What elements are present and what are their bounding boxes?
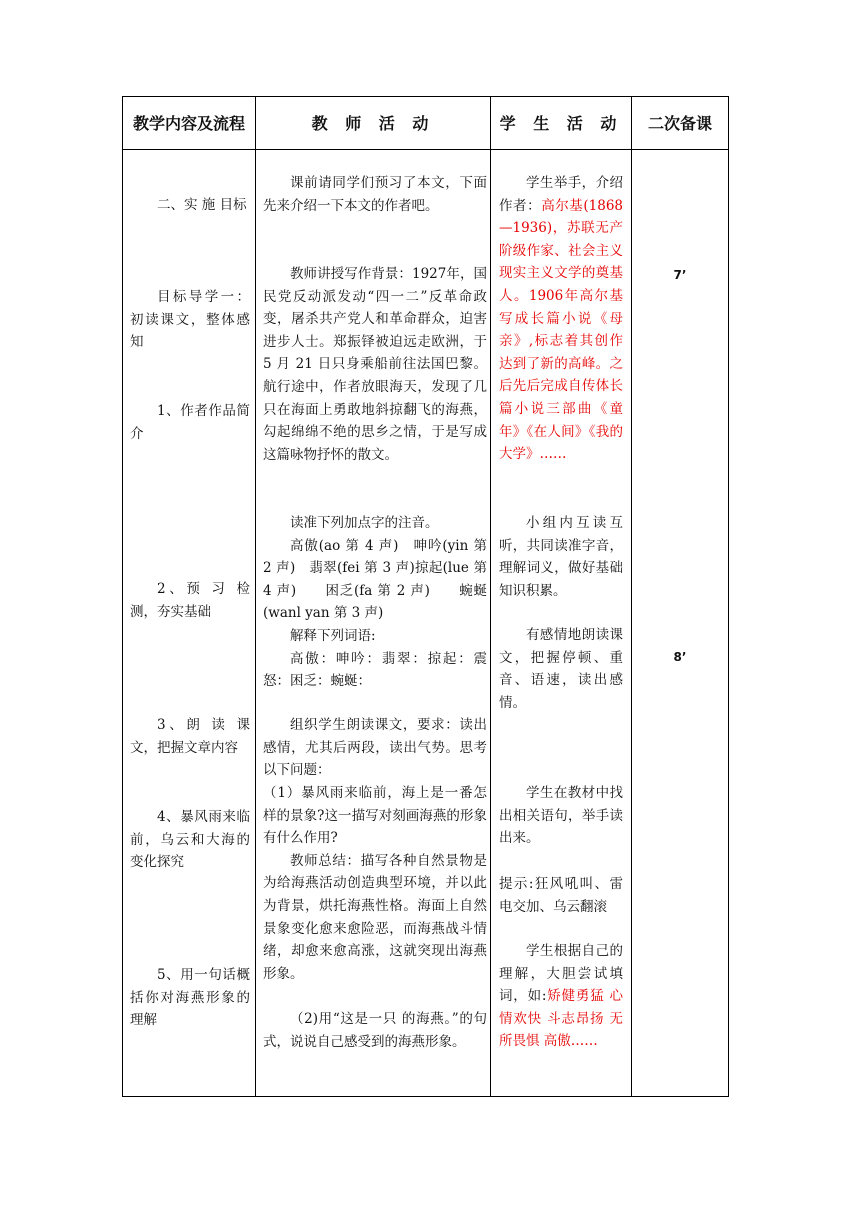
student-fill-words: 学生根据自己的理解，大胆尝试填词，如:矫健勇猛 心情欢快 斗志昂扬 无所畏惧 高傲……	[499, 943, 623, 1050]
flow-step-6: 4、暴风雨来临前，乌云和大海的变化探究	[130, 809, 250, 871]
flow-column	[123, 150, 256, 1097]
flow-step-2: 目标导学一：初读课文，整体感知	[130, 289, 250, 351]
flow-step-1: 二、实 施 目标	[157, 197, 247, 213]
flow-step-3: 1、作者作品简介	[130, 403, 250, 442]
teacher-reading-task: 组织学生朗读课文，要求：读出感情，尤其后两段，读出气势。思考以下问题：	[263, 717, 487, 779]
table-header-row	[123, 97, 729, 150]
student-column	[491, 150, 632, 1097]
table-body-row	[123, 150, 729, 1097]
header-flow: 教学内容及流程	[123, 97, 256, 150]
teacher-question-2: （2)用“这是一只 的海燕。”的句式，说说自己感受到的海燕形象。	[263, 1011, 487, 1050]
student-find-sentences: 学生在教材中找出相关语句，举手读出来。	[499, 785, 623, 847]
header-student: 学 生 活 动	[491, 97, 632, 150]
flow-step-4: 2、预 习 检测，夯实基础	[130, 581, 250, 620]
student-author-intro: 学生举手，介绍作者：高尔基(1868—1936)，苏联无产阶级作家、社会主义现实主义文学的奠基人。1906年高尔基写成长篇小说《母亲》,标志着其创作达到了新的高峰。之后先后完成自传体长篇小说三部曲《童年》《在人间》《我的大学》……	[499, 175, 623, 463]
second-prep-column	[632, 150, 729, 1097]
time-note-2: 8’	[673, 650, 687, 664]
teacher-intro: 课前请同学们预习了本文，下面先来介绍一下本文的作者吧。	[263, 175, 487, 214]
flow-step-5: 3、朗 读 课文，把握文章内容	[130, 717, 250, 756]
header-second-prep: 二次备课	[632, 97, 729, 150]
time-note-1: 7’	[673, 268, 687, 282]
student-read-aloud: 有感情地朗读课文，把握停顿、重音、语速，读出感情。	[499, 627, 623, 711]
student-group-reading: 小组内互读互听，共同读准字音，理解词义，做好基础知识积累。	[499, 515, 623, 599]
teacher-background: 教师讲授写作背景：1927年，国民党反动派发动“四一二”反革命政变，屠杀共产党人和革命群众，迫害进步人士。郑振铎被迫远走欧洲，于 5 月 21 日只身乘船前往法国巴黎。航行途中，作者放眼海天，发现了几只在海面上勇敢地斜掠翻飞的海燕，勾起绵绵不绝的思乡之情，于是写成这篇咏物抒怀的散文。	[263, 266, 487, 463]
teacher-preview: 读准下列加点字的注音。 高傲(ao 第 4 声) 呻吟(yin 第 2 声) 翡翠(fei 第 3 声)掠起(lue 第 4 声) 困乏(fa 第 2 声) 蜿蜒(wanl yan 第 3 声) 解释下列词语: 高傲：呻吟：翡翠：掠起：震怒：困乏：蜿蜒：	[263, 515, 487, 690]
flow-step-7: 5、用一句话概括你对海燕形象的理解	[130, 967, 250, 1029]
teacher-column	[256, 150, 491, 1097]
lesson-plan-table	[122, 96, 729, 1097]
header-teacher: 教 师 活 动	[256, 97, 491, 150]
teacher-question-1: （1）暴风雨来临前，海上是一番怎样的景象?这一描写对刻画海燕的形象有什么作用? 教师总结：描写各种自然景物是为给海燕活动创造典型环境，并以此为背景，烘托海燕性格。海面上自然景象变化愈来愈险恶，而海燕战斗情绪，却愈来愈高涨，这就突现出海燕形象。	[263, 785, 487, 982]
student-hint: 提示:狂风吼叫、雷电交加、乌云翻滚	[499, 876, 623, 915]
